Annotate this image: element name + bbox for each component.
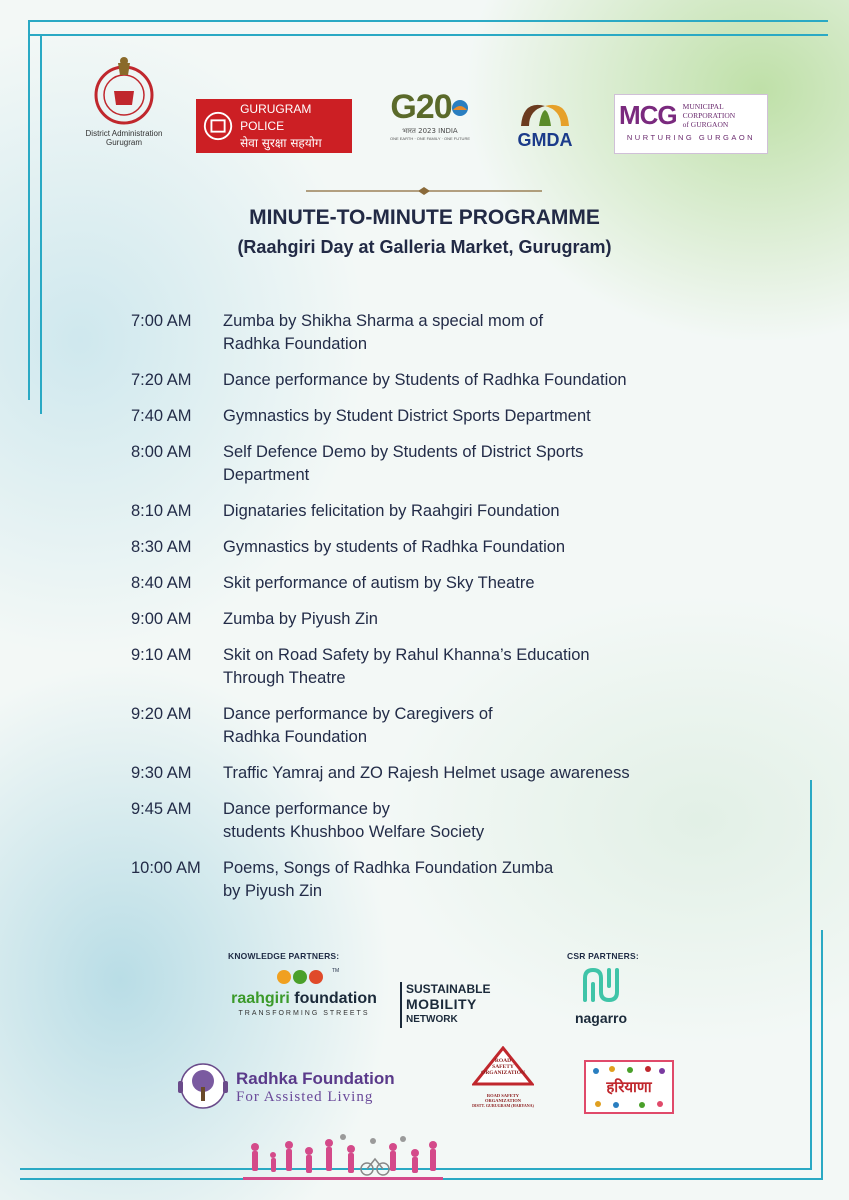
g20-mark: G20 bbox=[390, 88, 452, 126]
csr-partners-label: CSR PARTNERS: bbox=[567, 951, 639, 961]
activity-line: Zumba by Shikha Sharma a special mom of bbox=[223, 312, 544, 330]
activity-line: Skit performance of autism by Sky Theatre bbox=[223, 574, 535, 592]
district-line2: Gurugram bbox=[105, 138, 142, 147]
haryana-logo bbox=[584, 1060, 674, 1114]
activity-line: Gymnastics by students of Radhka Foundation bbox=[223, 538, 566, 556]
schedule-row bbox=[131, 369, 751, 392]
smn-line2: MOBILITY bbox=[406, 996, 477, 1012]
schedule-time: 10:00 AM bbox=[131, 859, 201, 877]
knowledge-partners-label: KNOWLEDGE PARTNERS: bbox=[228, 951, 340, 961]
activity-line: Dance performance by Caregivers of bbox=[223, 705, 493, 723]
rso-line2: SAFETY bbox=[492, 1064, 514, 1070]
schedule-time: 7:00 AM bbox=[131, 312, 192, 330]
schedule-activity bbox=[223, 441, 751, 487]
raahgiri-name-2: foundation bbox=[294, 990, 377, 1007]
mcg-tagline: NURTURING GURGAON bbox=[626, 133, 756, 142]
schedule-activity bbox=[223, 608, 751, 631]
radhka-foundation-logo bbox=[178, 1060, 426, 1114]
activity-line: Radhka Foundation bbox=[223, 335, 368, 353]
frame-right-line bbox=[821, 930, 823, 1180]
schedule-time: 9:00 AM bbox=[131, 610, 192, 628]
nagarro-logo bbox=[563, 966, 639, 1028]
schedule-activity bbox=[223, 798, 751, 844]
activity-line: Self Defence Demo by Students of District Sports bbox=[223, 443, 584, 461]
schedule-time: 9:20 AM bbox=[131, 705, 192, 723]
schedule-row bbox=[131, 608, 751, 631]
activity-line: Dignataries felicitation by Raahgiri Foundation bbox=[223, 502, 560, 520]
gmda-logo bbox=[508, 96, 582, 156]
haryana-text: हरियाणा bbox=[606, 1078, 652, 1096]
schedule-activity bbox=[223, 644, 751, 690]
schedule-row bbox=[131, 644, 751, 690]
district-administration-logo bbox=[80, 55, 168, 155]
activity-line: Through Theatre bbox=[223, 669, 346, 687]
nagarro-name: nagarro bbox=[574, 1010, 628, 1026]
schedule-activity bbox=[223, 310, 751, 356]
activity-line: Gymnastics by Student District Sports Department bbox=[223, 407, 591, 425]
frame-right-inner-line bbox=[810, 780, 812, 1170]
g20-tagline: ONE EARTH · ONE FAMILY · ONE FUTURE bbox=[389, 136, 470, 141]
raahgiri-tagline: TRANSFORMING STREETS bbox=[238, 1010, 370, 1017]
schedule-time: 9:45 AM bbox=[131, 800, 192, 818]
schedule-time: 9:30 AM bbox=[131, 764, 192, 782]
radhka-name: Radhka Foundation bbox=[236, 1068, 395, 1088]
schedule-time: 7:20 AM bbox=[131, 371, 192, 389]
rso-line5: DISTT. GURUGRAM (HARYANA) bbox=[472, 1103, 534, 1108]
mcg-line3: of GURGAON bbox=[682, 120, 729, 129]
schedule-activity bbox=[223, 572, 751, 595]
schedule-row bbox=[131, 536, 751, 559]
page-subtitle: (Raahgiri Day at Galleria Market, Gurugram) bbox=[237, 237, 612, 257]
raahgiri-figures-icon bbox=[274, 968, 334, 986]
raahgiri-tm: TM bbox=[332, 968, 340, 974]
schedule-row bbox=[131, 572, 751, 595]
nagarro-mark-icon bbox=[579, 966, 623, 1004]
activity-line: students Khushboo Welfare Society bbox=[223, 823, 485, 841]
schedule-row bbox=[131, 310, 751, 356]
activity-line: by Piyush Zin bbox=[223, 882, 323, 900]
schedule-row bbox=[131, 405, 751, 428]
activity-line: Dance performance by bbox=[223, 800, 390, 818]
programme-schedule bbox=[131, 310, 751, 916]
activity-line: Skit on Road Safety by Rahul Khanna’s Education bbox=[223, 646, 590, 664]
activity-line: Zumba by Piyush Zin bbox=[223, 610, 378, 628]
schedule-activity bbox=[223, 405, 751, 428]
raahgiri-foundation-logo bbox=[220, 968, 388, 1022]
mcg-line1: MUNICIPAL bbox=[682, 102, 724, 111]
gmda-name: GMDA bbox=[517, 130, 573, 150]
schedule-activity bbox=[223, 536, 751, 559]
district-line1: District Administration bbox=[85, 129, 163, 138]
schedule-activity bbox=[223, 703, 751, 749]
schedule-time: 8:10 AM bbox=[131, 502, 192, 520]
activity-line: Radhka Foundation bbox=[223, 728, 368, 746]
rso-line3: ORGANIZATION bbox=[481, 1070, 525, 1076]
police-motto: सेवा सुरक्षा सहयोग bbox=[240, 135, 322, 150]
gurugram-police-logo bbox=[196, 99, 352, 153]
title-ornament bbox=[306, 186, 542, 196]
schedule-activity bbox=[223, 369, 751, 392]
smn-line3: NETWORK bbox=[406, 1014, 458, 1025]
schedule-activity bbox=[223, 857, 751, 903]
activity-line: Poems, Songs of Radhka Foundation Zumba bbox=[223, 859, 554, 877]
schedule-row bbox=[131, 500, 751, 523]
activity-line: Dance performance by Students of Radhka Foundation bbox=[223, 371, 627, 389]
haryana-emblem-icon bbox=[92, 55, 156, 125]
g20-logo bbox=[380, 88, 480, 158]
raahgiri-name-1: raahgiri bbox=[231, 990, 290, 1007]
schedule-row bbox=[131, 762, 751, 785]
schedule-time: 9:10 AM bbox=[131, 646, 192, 664]
rso-line1: ROAD bbox=[494, 1058, 512, 1064]
radhka-tree-icon bbox=[178, 1061, 228, 1113]
mcg-line2: CORPORATION bbox=[682, 111, 736, 120]
activity-line: Department bbox=[223, 466, 310, 484]
rso-line4: ROAD SAFETY ORGANIZATION bbox=[485, 1093, 521, 1103]
schedule-time: 7:40 AM bbox=[131, 407, 192, 425]
schedule-time: 8:40 AM bbox=[131, 574, 192, 592]
lotus-globe-icon bbox=[450, 98, 470, 118]
schedule-row bbox=[131, 798, 751, 844]
radhka-tagline: For Assisted Living bbox=[236, 1088, 374, 1105]
mcg-logo bbox=[614, 94, 768, 154]
g20-india: भारत 2023 INDIA bbox=[402, 127, 458, 135]
police-badge-icon bbox=[202, 109, 234, 143]
schedule-time: 8:30 AM bbox=[131, 538, 192, 556]
road-safety-organization-logo bbox=[472, 1046, 534, 1110]
schedule-row bbox=[131, 857, 751, 903]
activity-line: Traffic Yamraj and ZO Rajesh Helmet usage awareness bbox=[223, 764, 630, 782]
smn-line1: SUSTAINABLE bbox=[406, 982, 491, 996]
frame-top-line bbox=[28, 20, 828, 22]
sustainable-mobility-network-logo bbox=[400, 982, 514, 1028]
schedule-row bbox=[131, 441, 751, 487]
page-title: MINUTE-TO-MINUTE PROGRAMME bbox=[249, 206, 600, 229]
frame-top-inner-line bbox=[28, 34, 828, 36]
schedule-activity bbox=[223, 500, 751, 523]
police-title: GURUGRAM POLICE bbox=[240, 101, 312, 133]
schedule-activity bbox=[223, 762, 751, 785]
mcg-abbr: MCG bbox=[619, 100, 677, 130]
schedule-row bbox=[131, 703, 751, 749]
schedule-time: 8:00 AM bbox=[131, 443, 192, 461]
gmda-hands-icon bbox=[515, 96, 575, 128]
community-silhouette-illustration bbox=[243, 1133, 443, 1181]
